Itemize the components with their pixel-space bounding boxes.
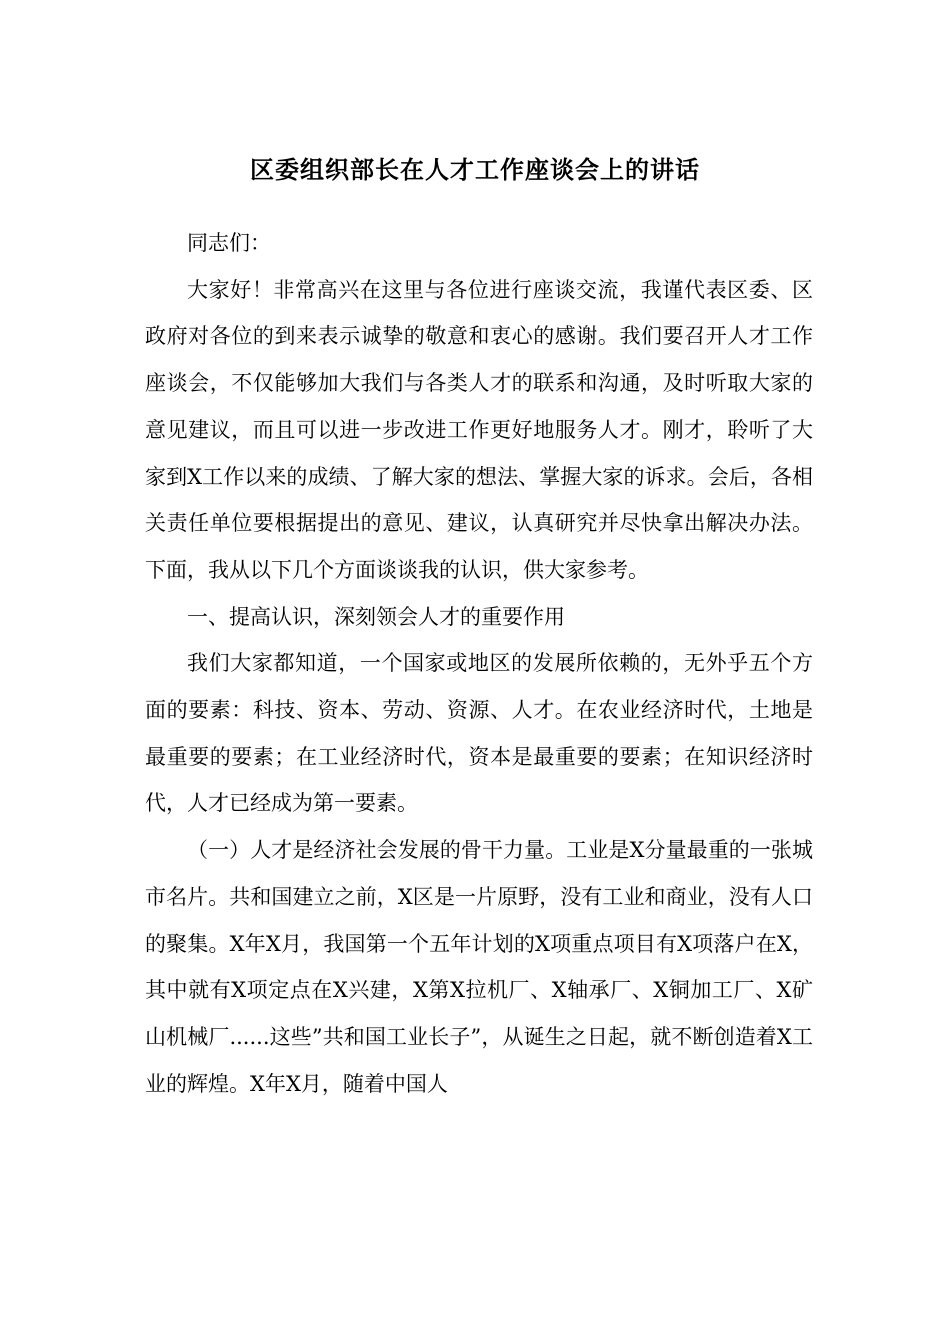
paragraph-opening: 大家好！非常高兴在这里与各位进行座谈交流，我谨代表区委、区政府对各位的到来表示诚挚的敬意和衷心的感谢。我们要召开人才工作座谈会，不仅能够加大我们与各类人才的联系和沟通，及时听取大家的意见建议，而且可以进一步改进工作更好地服务人才。刚才，聆听了大家到X工作以来的成绩、了解大家的想法、掌握大家的诉求。会后，各相关责任单位要根据提出的意见、建议，认真研究并尽快拿出解决办法。下面，我从以下几个方面谈谈我的认识，供大家参考。	[145, 277, 813, 582]
document-body	[145, 220, 813, 1107]
section-heading: 一、提高认识，深刻领会人才的重要作用	[187, 604, 565, 629]
salutation: 同志们：	[187, 231, 271, 255]
paragraph-elements: 我们大家都知道，一个国家或地区的发展所依赖的，无外乎五个方面的要素：科技、资本、劳动、资源、人才。在农业经济时代，土地是最重要的要素；在工业经济时代，资本是最重要的要素；在知识经济时代，人才已经成为第一要素。	[145, 651, 813, 816]
document-title: 区委组织部长在人才工作座谈会上的讲话	[250, 155, 700, 184]
paragraph-industry: （一）人才是经济社会发展的骨干力量。工业是X分量最重的一张城市名片。共和国建立之前，X区是一片原野，没有工业和商业，没有人口的聚集。X年X月，我国第一个五年计划的X项重点项目有X项落户在X，其中就有X项定点在X兴建，X第X拉机厂、X轴承厂、X铜加工厂、X矿山机械厂......这些”共和国工业长子”，从诞生之日起，就不断创造着X工业的辉煌。X年X月，随着中国人	[145, 838, 813, 1096]
